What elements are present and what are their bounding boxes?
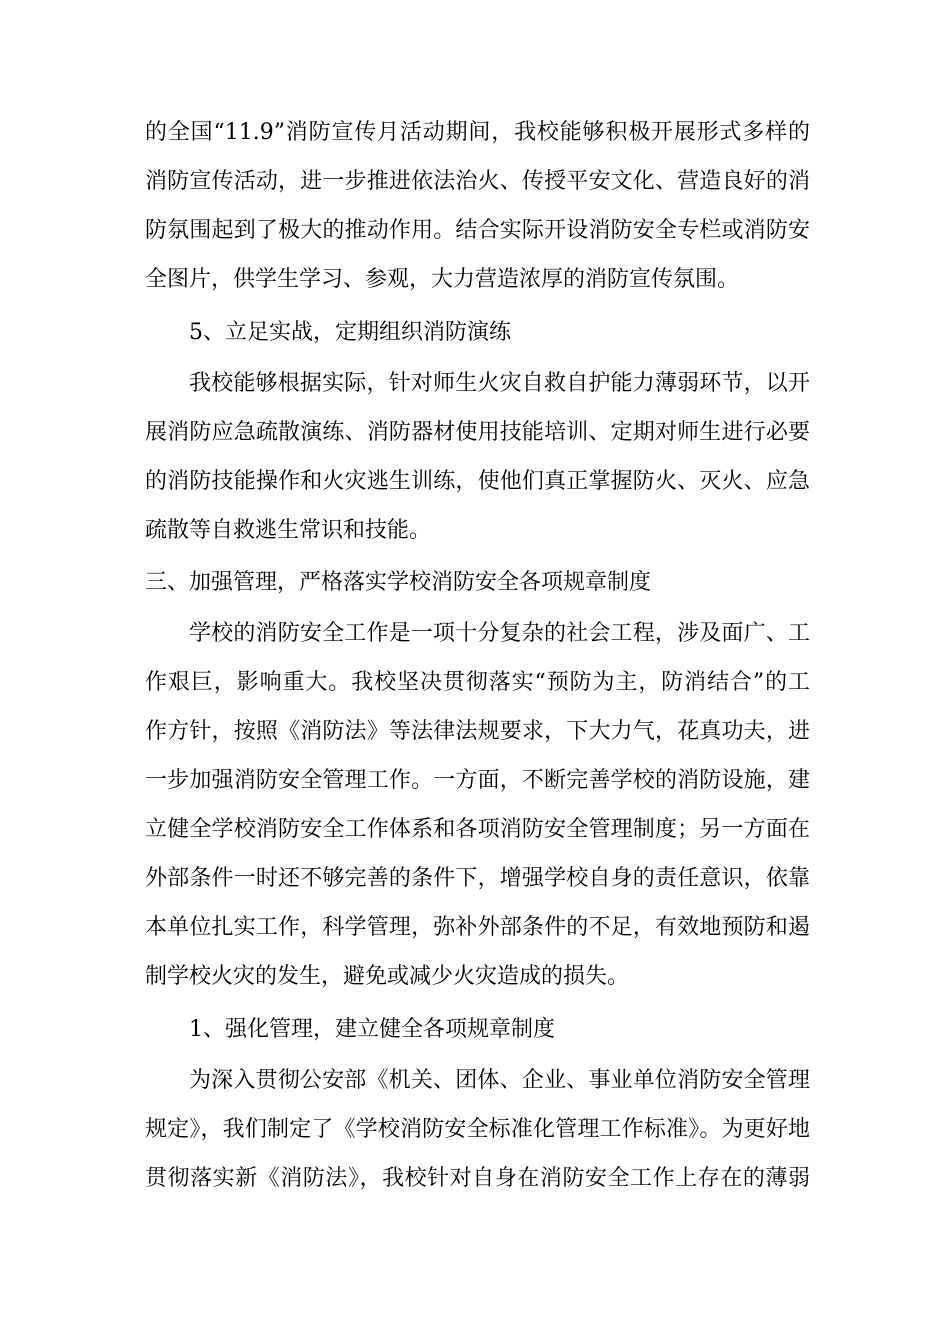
text-line-2: 消防宣传活动，进一步推进依法治火、传授平安文化、营造良好的消 (145, 169, 810, 194)
text-line-14: 一步加强消防安全管理工作。一方面，不断完善学校的消防设施，建 (145, 768, 810, 793)
text-line-15: 立健全学校消防安全工作体系和各项消防安全管理制度；另一方面在 (145, 817, 810, 842)
text-line-16: 外部条件一时还不够完善的条件下，增强学校自身的责任意识，依靠 (145, 866, 810, 891)
text-line-17: 本单位扎实工作，科学管理，弥补外部条件的不足，有效地预防和遏 (145, 915, 810, 940)
text-line-21: 规定》，我们制定了《学校消防安全标准化管理工作标准》。为更好地 (145, 1117, 810, 1142)
text-line-7: 展消防应急疏散演练、消防器材使用技能培训、定期对师生进行必要 (145, 420, 810, 445)
subheading-1: 1、强化管理，建立健全各项规章制度 (189, 1017, 555, 1042)
subheading-5: 5、立足实战，定期组织消防演练 (189, 320, 511, 345)
text-line-1: 的全国“11.9”消防宣传月活动期间，我校能够积极开展形式多样的 (145, 120, 810, 145)
section-heading-3: 三、加强管理，严格落实学校消防安全各项规章制度 (145, 570, 652, 595)
text-line-20: 为深入贯彻公安部《机关、团体、企业、事业单位消防安全管理 (189, 1068, 810, 1093)
text-line-6: 我校能够根据实际，针对师生火灾自救自护能力薄弱环节，以开 (189, 371, 810, 396)
text-line-22: 贯彻落实新《消防法》，我校针对自身在消防安全工作上存在的薄弱 (145, 1166, 810, 1191)
text-line-8: 的消防技能操作和火灾逃生训练，使他们真正掌握防火、灭火、应急 (145, 469, 810, 494)
text-line-9: 疏散等自救逃生常识和技能。 (145, 518, 432, 543)
text-line-12: 作艰巨，影响重大。我校坚决贯彻落实“预防为主，防消结合”的工 (145, 670, 810, 695)
text-line-3: 防氛围起到了极大的推动作用。结合实际开设消防安全专栏或消防安 (145, 218, 810, 243)
text-line-4: 全图片，供学生学习、参观，大力营造浓厚的消防宣传氛围。 (145, 267, 740, 292)
text-line-11: 学校的消防安全工作是一项十分复杂的社会工程，涉及面广、工 (189, 621, 810, 646)
text-line-13: 作方针，按照《消防法》等法律法规要求，下大力气，花真功夫，进 (145, 719, 810, 744)
text-line-18: 制学校火灾的发生，避免或减少火灾造成的损失。 (145, 964, 630, 989)
